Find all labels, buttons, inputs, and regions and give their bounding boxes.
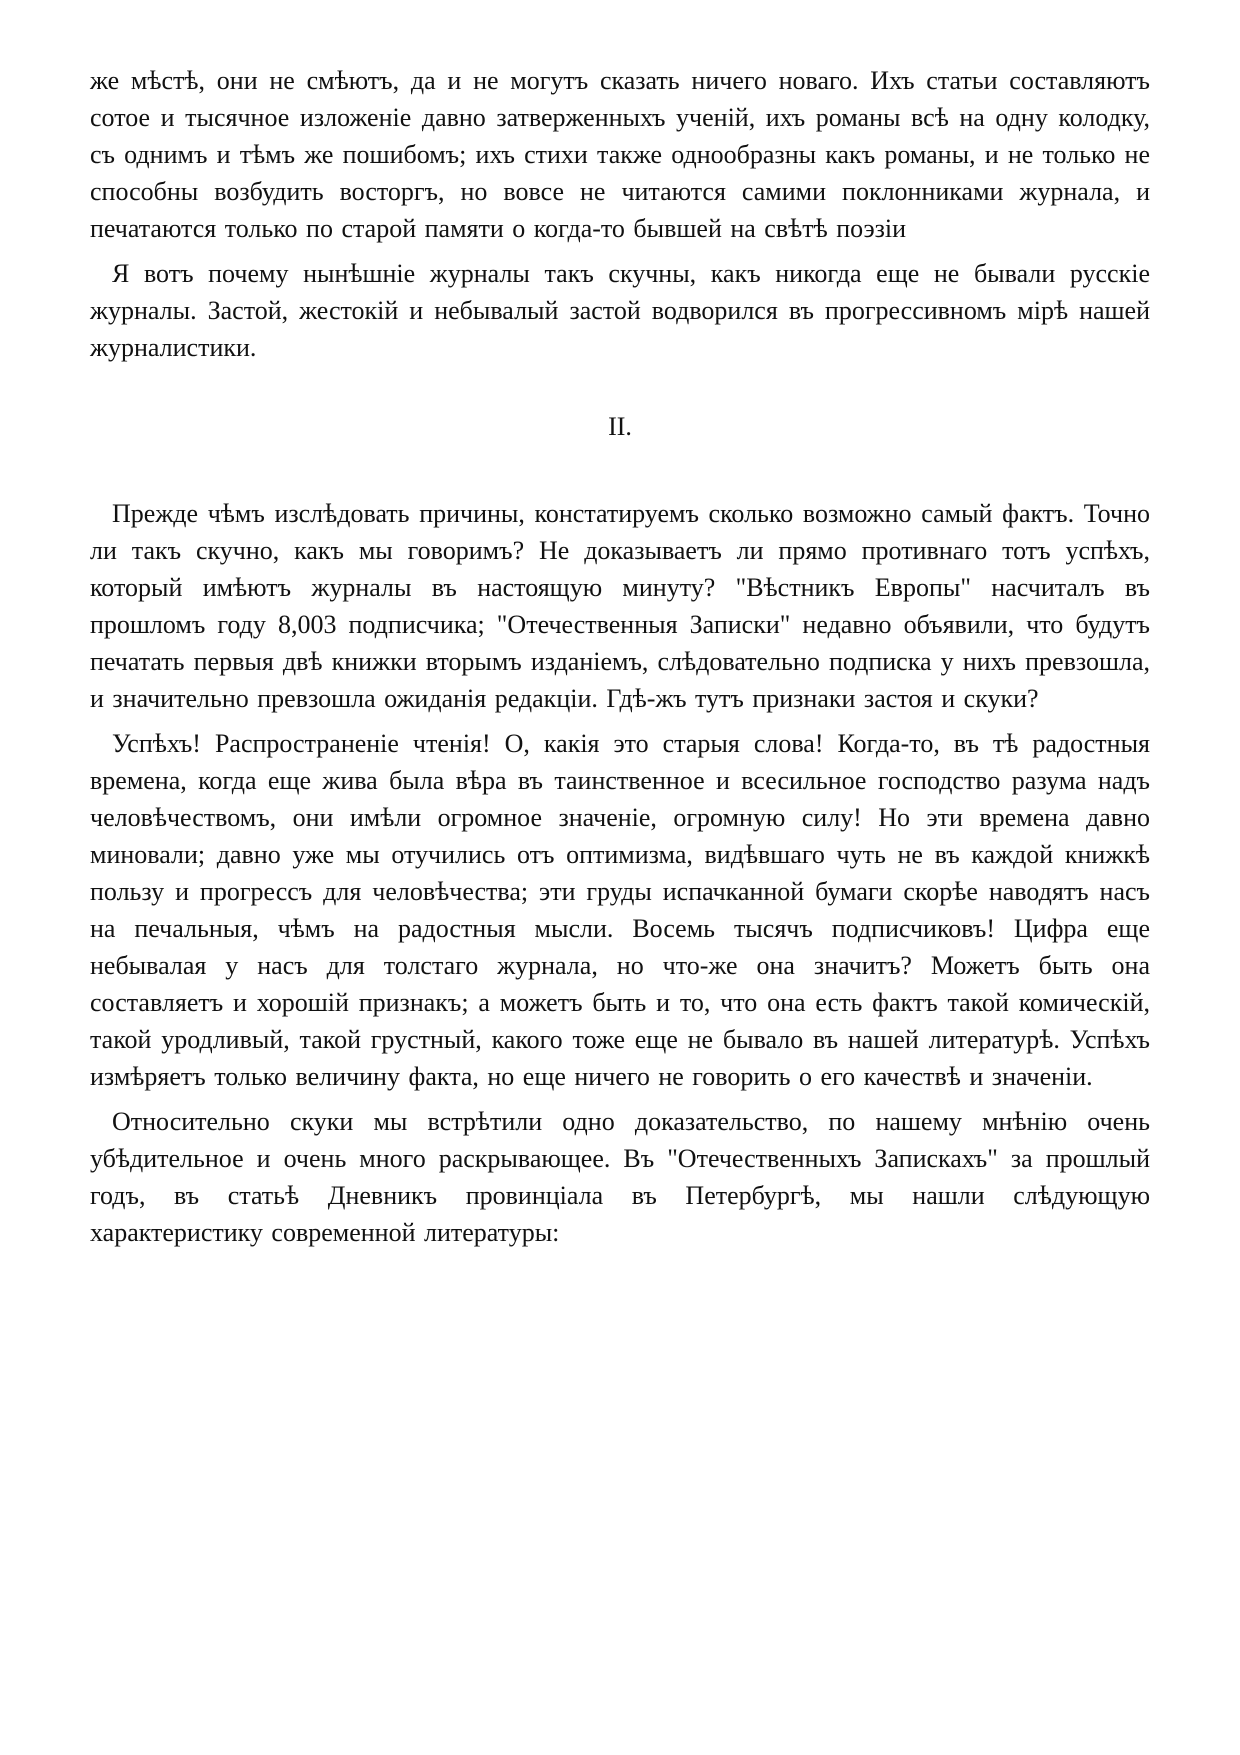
paragraph: Прежде чѣмъ изслѣдовать причины, констатируемъ сколько возможно самый фактъ. Точно ли такъ скучно, какъ мы говоримъ? Не доказываетъ ли прямо противнаго тотъ успѣхъ, который имѣютъ журналы въ настоящую минуту? "Вѣстникъ Европы" насчиталъ въ прошломъ году 8,003 подписчика; "Отечественныя Записки" недавно объявили, что будутъ печатать первыя двѣ книжки вторымъ изданіемъ, слѣдовательно подписка у нихъ превзошла, и значительно превзошла ожиданія редакціи. Гдѣ-жъ тутъ признаки застоя и скуки?	[90, 499, 1150, 713]
paragraph: Успѣхъ! Распространеніе чтенія! О, какія это старыя слова! Когда-то, въ тѣ радостныя времена, когда еще жива была вѣра въ таинственное и всесильное господство разума надъ человѣчествомъ, они имѣли огромное значеніе, огромную силу! Но эти времена давно миновали; давно уже мы отучились отъ оптимизма, видѣвшаго чуть не въ каждой книжкѣ пользу и прогрессъ для человѣчества; эти груды испачканной бумаги скорѣе наводятъ насъ на печальныя, чѣмъ на радостныя мысли. Восемь тысячъ подписчиковъ! Цифра еще небывалая у насъ для толстаго журнала, но что-же она значитъ? Можетъ быть она составляетъ и хорошій признакъ; а можетъ быть и то, что она есть фактъ такой комическій, такой уродливый, такой грустный, какого тоже еще не бывало въ нашей литературѣ. Успѣхъ измѣряетъ только величину факта, но еще ничего не говорить о его качествѣ и значеніи.	[90, 729, 1150, 1091]
section-heading: II.	[608, 412, 632, 441]
paragraph: Относительно скуки мы встрѣтили одно доказательство, по нашему мнѣнію очень убѣдительное и очень много раскрывающее. Въ "Отечественныхъ Запискахъ" за прошлый годъ, въ статьѣ Дневникъ провинціала въ Петербургѣ, мы нашли слѣдующую характеристику современной литературы:	[90, 1107, 1150, 1247]
document-page	[90, 62, 1150, 1259]
paragraph: Я вотъ почему нынѣшніе журналы такъ скучны, какъ никогда еще не бывали русскіе журналы. Застой, жестокій и небывалый застой водворился въ прогрессивномъ мірѣ нашей журналистики.	[90, 259, 1150, 362]
paragraph: же мѣстѣ, они не смѣютъ, да и не могутъ сказать ничего новаго. Ихъ статьи составляютъ сотое и тысячное изложеніе давно затверженныхъ ученій, ихъ романы всѣ на одну колодку, съ однимъ и тѣмъ же пошибомъ; ихъ стихи также однообразны какъ романы, и не только не способны возбудить восторгъ, но вовсе не читаются самими поклонниками журнала, и печатаются только по старой памяти о когда-то бывшей на свѣтѣ поэзіи	[90, 66, 1150, 243]
